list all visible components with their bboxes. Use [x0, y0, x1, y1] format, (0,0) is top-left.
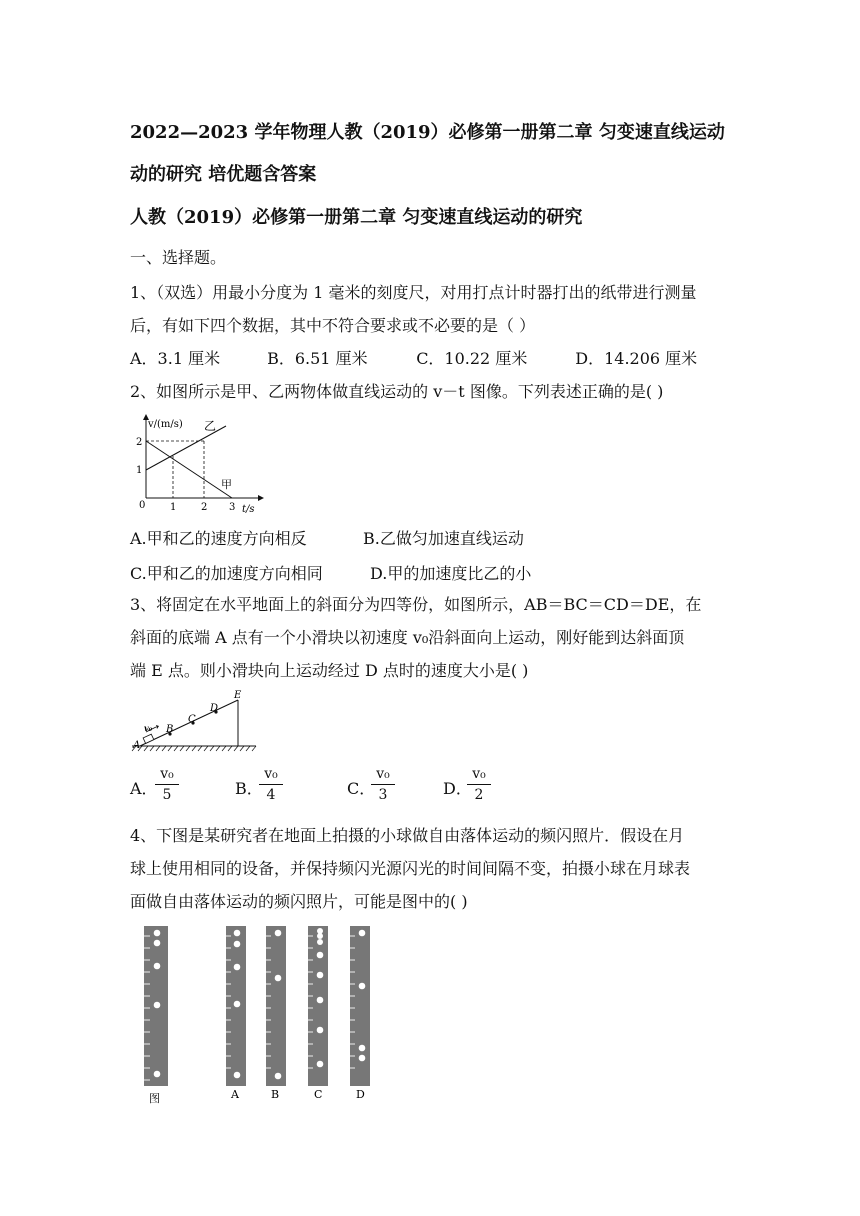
q3-option-a-fraction	[155, 766, 179, 803]
fraction-denominator: 4	[266, 787, 276, 803]
strip-d	[350, 926, 370, 1086]
strip-label-b: B	[271, 1088, 280, 1101]
fraction-numerator: v₀	[376, 766, 390, 782]
strobe-photo-figure	[138, 922, 378, 1108]
q3-option-c-letter: C．	[347, 779, 376, 798]
graph-ytick-1: 1	[136, 465, 143, 476]
incline-figure	[130, 688, 260, 756]
graph-ylabel: v/(m/s)	[148, 419, 183, 430]
q1-option-b: B．6.51 厘米	[267, 349, 368, 368]
q2-option-d: D.甲的加速度比乙的小	[370, 564, 532, 583]
q1-option-a: A．3.1 厘米	[130, 349, 221, 368]
q1-option-c: C．10.22 厘米	[416, 349, 528, 368]
strip-c	[308, 926, 328, 1086]
graph-ytick-2: 2	[136, 437, 143, 448]
section-heading: 一、选择题。	[130, 248, 227, 267]
graph-xlabel: t/s	[242, 504, 255, 514]
incline-point-d: D	[210, 703, 219, 714]
q3-option-b-letter: B．	[235, 779, 263, 798]
q4-text-line2: 球上使用相同的设备，并保持频闪光源闪光的时间间隔不变，拍摄小球在月球表	[130, 859, 691, 878]
strip-label-d: D	[356, 1088, 365, 1101]
document-title-line1: 2022—2023 学年物理人教（2019）必修第一册第二章 匀变速直线运动	[130, 122, 725, 143]
strip-label-a: A	[231, 1088, 239, 1101]
strip-label-c: C	[314, 1088, 323, 1101]
graph-xtick-0: 0	[139, 500, 146, 511]
fraction-numerator: v₀	[472, 766, 486, 782]
strip-label-reference: 图	[149, 1092, 160, 1105]
q2-text-line1: 2、如图所示是甲、乙两物体做直线运动的 v－t 图像。下列表述正确的是( )	[130, 382, 664, 401]
incline-v0-label: v₀	[144, 723, 153, 733]
strip-reference	[144, 926, 168, 1086]
fraction-denominator: 5	[162, 787, 172, 803]
graph-xtick-1: 1	[170, 502, 177, 513]
fraction-numerator: v₀	[264, 766, 278, 782]
incline-point-c: C	[188, 714, 196, 725]
q3-option-a-letter: A．	[130, 779, 158, 798]
graph-xtick-3: 3	[229, 502, 236, 513]
graph-xtick-2: 2	[201, 502, 208, 513]
strip-b	[266, 926, 286, 1086]
graph-label-jia: 甲	[221, 478, 232, 491]
q1-text-line1: 1、（双选）用最小分度为 1 毫米的刻度尺，对用打点计时器打出的纸带进行测量	[130, 283, 697, 302]
q1-text-line2: 后，有如下四个数据，其中不符合要求或不必要的是（ ）	[130, 316, 536, 335]
q3-option-d-letter: D．	[443, 779, 472, 798]
q3-text-line2: 斜面的底端 A 点有一个小滑块以初速度 v₀沿斜面向上运动，刚好能到达斜面顶	[130, 628, 685, 647]
q3-option-c-fraction	[371, 766, 395, 803]
fraction-denominator: 2	[474, 787, 484, 803]
incline-point-b: B	[166, 724, 174, 735]
vt-graph	[128, 412, 268, 514]
q3-text-line1: 3、将固定在水平地面上的斜面分为四等份，如图所示，AB＝BC＝CD＝DE，在	[130, 595, 702, 614]
q2-option-c: C.甲和乙的加速度方向相同	[130, 564, 323, 583]
q4-text-line1: 4、下图是某研究者在地面上拍摄的小球做自由落体运动的频闪照片．假设在月	[130, 826, 685, 845]
fraction-numerator: v₀	[160, 766, 174, 782]
q3-option-b-fraction	[259, 766, 283, 803]
incline-point-a: A	[133, 740, 141, 751]
q2-option-a: A.甲和乙的速度方向相反	[130, 529, 307, 548]
graph-label-yi: 乙	[204, 419, 217, 433]
q2-option-b: B.乙做匀加速直线运动	[363, 529, 524, 548]
incline-point-e: E	[234, 690, 242, 701]
q1-options	[130, 349, 697, 369]
q4-text-line3: 面做自由落体运动的频闪照片，可能是图中的( )	[130, 892, 468, 911]
document-title-line2: 动的研究 培优题含答案	[130, 164, 317, 185]
document-subtitle: 人教（2019）必修第一册第二章 匀变速直线运动的研究	[130, 207, 583, 228]
q3-option-d-fraction	[467, 766, 491, 803]
fraction-denominator: 3	[378, 787, 388, 803]
strip-a	[226, 926, 246, 1086]
q1-option-d: D．14.206 厘米	[575, 349, 698, 368]
q3-text-line3: 端 E 点。则小滑块向上运动经过 D 点时的速度大小是( )	[130, 661, 529, 680]
